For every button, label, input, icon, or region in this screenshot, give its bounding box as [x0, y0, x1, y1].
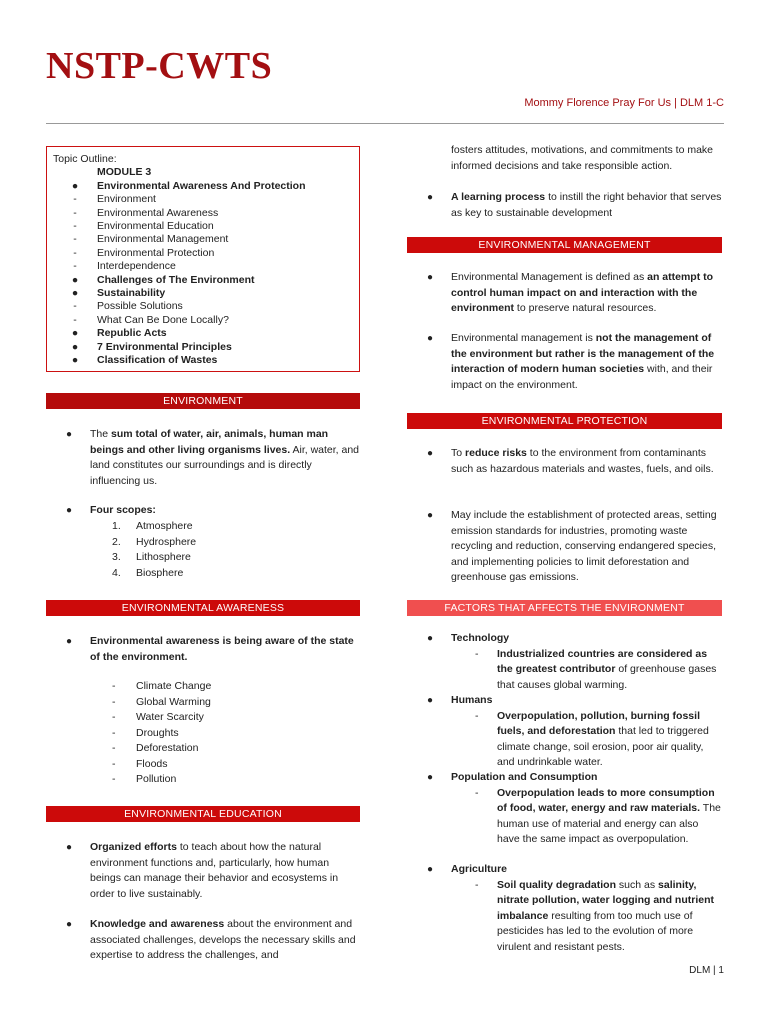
section-header-management: ENVIRONMENTAL MANAGEMENT: [407, 237, 722, 253]
dash-marker: -: [475, 647, 479, 660]
education-paragraph-3: A learning process to instill the right behavior that serves as key to sustainable development: [451, 191, 722, 219]
management-paragraph-2: Environmental management is not the management of the environment but rather is the management of the interaction of modern human societies with, and their impact on the environment.: [451, 332, 715, 391]
awareness-issue: Global Warming: [136, 695, 211, 708]
awareness-definition: Environmental awareness is being aware of the state of the environment.: [90, 635, 354, 663]
outline-item: [53, 327, 359, 340]
outline-item: [53, 341, 359, 354]
dash-marker: -: [475, 786, 479, 799]
outline-item: [53, 166, 359, 179]
awareness-issue: Water Scarcity: [136, 711, 204, 723]
list-number: 4.: [112, 566, 121, 579]
outline-item-text: Environmental Awareness And Protection: [97, 179, 306, 192]
header-divider: [46, 123, 724, 124]
management-paragraph-1: Environmental Management is defined as an attempt to control human impact on and interaction with the environment to preserve natural resources.: [451, 271, 714, 314]
scope-item: Atmosphere: [136, 520, 193, 532]
outline-item-text: Environment: [97, 193, 156, 206]
dash-marker: -: [73, 193, 77, 206]
outline-item: [53, 260, 359, 273]
factor-description: Soil quality degradation such as salinity, nitrate pollution, water logging and nutrient imbalance resulting from too much use of pesticides has led to the evolution of more virulent and resistant pests.: [497, 878, 714, 953]
outline-item: [53, 354, 359, 367]
dash-marker: -: [112, 757, 116, 770]
outline-item-text: What Can Be Done Locally?: [97, 313, 229, 326]
bullet-icon: ●: [71, 273, 79, 286]
four-scopes-label: Four scopes:: [90, 504, 156, 516]
bullet-icon: ●: [427, 272, 434, 283]
factor-name: Agriculture: [451, 863, 508, 875]
education-paragraph-2: Knowledge and awareness about the environment and associated challenges, develops the necessary skills and expertise to address the challenges, and: [90, 918, 356, 961]
topic-outline-list: [53, 166, 359, 367]
dash-marker: -: [73, 300, 77, 313]
bullet-icon: ●: [71, 340, 79, 353]
outline-item-text: Environmental Management: [97, 233, 229, 246]
bullet-icon: ●: [71, 327, 79, 340]
awareness-issue: Droughts: [136, 726, 179, 739]
outline-item-text: Environmental Education: [97, 220, 214, 233]
outline-item: [53, 274, 359, 287]
outline-item: [53, 233, 359, 246]
section-header-factors: FACTORS THAT AFFECTS THE ENVIRONMENT: [407, 600, 722, 616]
dash-marker: [53, 166, 97, 179]
dash-marker: -: [112, 773, 116, 785]
outline-item: [53, 247, 359, 260]
scope-item: Lithosphere: [136, 551, 191, 563]
education-paragraph-1: Organized efforts to teach about how the natural environment functions and, particularly, how human beings can manage their behavior and ecosystems in order to live sustainably.: [90, 841, 339, 900]
bullet-icon: ●: [427, 510, 434, 521]
factor-description: Industrialized countries are considered as the greatest contributor of greenhouse gases that causes global warming.: [497, 647, 717, 691]
protection-paragraph-1: To reduce risks to the environment from contaminants such as hazardous materials and wastes, fuels, and oils.: [451, 447, 714, 475]
factor-name: Humans: [451, 694, 493, 706]
dash-marker: -: [112, 711, 116, 723]
dash-marker: -: [475, 709, 479, 722]
dash-marker: -: [112, 680, 116, 692]
outline-item-text: Challenges of The Environment: [97, 273, 255, 286]
factor-description: Overpopulation leads to more consumption of food, water, energy and raw materials. The human use of material and energy can also have the same impact as overpopulation.: [497, 786, 721, 845]
bullet-icon: ●: [427, 772, 434, 783]
section-header-environment: ENVIRONMENT: [46, 393, 360, 409]
bullet-icon: ●: [427, 864, 434, 875]
bullet-icon: ●: [66, 429, 73, 440]
factor-name: Population and Consumption: [451, 771, 598, 783]
dash-marker: -: [73, 220, 77, 233]
bullet-icon: ●: [71, 354, 79, 367]
bullet-icon: ●: [66, 919, 73, 930]
bullet-icon: ●: [66, 505, 73, 516]
bullet-icon: ●: [427, 448, 434, 459]
dash-marker: -: [73, 313, 77, 326]
list-number: 1.: [112, 520, 121, 532]
dash-marker: -: [112, 695, 116, 708]
outline-item: [53, 287, 359, 300]
outline-item-text: MODULE 3: [97, 166, 152, 179]
outline-item-text: Sustainability: [97, 287, 166, 300]
bullet-icon: ●: [66, 636, 73, 647]
bullet-icon: ●: [71, 179, 79, 192]
topic-outline-box: [46, 146, 360, 372]
outline-item-text: Classification of Wastes: [97, 354, 218, 367]
bullet-icon: ●: [427, 633, 434, 644]
bullet-icon: ●: [66, 842, 73, 853]
dash-marker: -: [112, 726, 116, 739]
outline-item-text: Possible Solutions: [97, 300, 183, 313]
topic-outline-heading: Topic Outline:: [53, 153, 117, 165]
outline-item: [53, 180, 359, 193]
awareness-issue: Deforestation: [136, 742, 199, 754]
factor-description: Overpopulation, pollution, burning fossil fuels, and deforestation that led to triggered climate change, soil erosion, poor air quality, and undrinkable water.: [497, 709, 709, 768]
dash-marker: -: [73, 206, 77, 219]
outline-item-text: Interdependence: [97, 260, 176, 273]
outline-item: [53, 300, 359, 313]
scope-item: Biosphere: [136, 566, 184, 579]
dash-marker: -: [112, 742, 116, 754]
awareness-issue: Pollution: [136, 773, 177, 785]
list-number: 3.: [112, 551, 121, 563]
factor-name: Technology: [451, 632, 510, 644]
environment-definition: The sum total of water, air, animals, human man beings and other living organisms lives. Air, water, and land constitutes our surroundings and is directly influencing us.: [90, 428, 360, 487]
bullet-icon: ●: [427, 695, 434, 706]
education-paragraph-2-continued: fosters attitudes, motivations, and commitments to make informed decisions and take responsible action.: [451, 144, 714, 172]
list-number: 2.: [112, 535, 121, 548]
section-header-protection: ENVIRONMENTAL PROTECTION: [407, 413, 722, 429]
awareness-issue: Climate Change: [136, 680, 212, 692]
bullet-icon: ●: [427, 192, 434, 203]
bullet-icon: ●: [427, 333, 434, 344]
page-number: DLM | 1: [689, 965, 724, 976]
protection-paragraph-2: May include the establishment of protected areas, setting emission standards for industries, promoting waste recycling and reduction, conserving endangered species, and implementing policies to limit deforestation and greenhouse gas emissions.: [451, 509, 717, 583]
dash-marker: -: [73, 246, 77, 259]
outline-item: [53, 193, 359, 206]
section-header-awareness: ENVIRONMENTAL AWARENESS: [46, 600, 360, 616]
awareness-issue: Floods: [136, 757, 168, 770]
outline-item-text: 7 Environmental Principles: [97, 340, 232, 353]
outline-item-text: Environmental Awareness: [97, 206, 219, 219]
outline-item-text: Environmental Protection: [97, 246, 215, 259]
dash-marker: -: [73, 233, 77, 246]
section-header-education: ENVIRONMENTAL EDUCATION: [46, 806, 360, 822]
document-subtitle: Mommy Florence Pray For Us | DLM 1-C: [524, 97, 724, 109]
outline-item: [53, 220, 359, 233]
dash-marker: -: [73, 260, 77, 273]
scope-item: Hydrosphere: [136, 535, 197, 548]
dash-marker: -: [475, 878, 479, 891]
outline-item-text: Republic Acts: [97, 327, 167, 340]
bullet-icon: ●: [71, 287, 79, 300]
document-title: NSTP-CWTS: [46, 45, 273, 87]
outline-item: [53, 207, 359, 220]
outline-item: [53, 314, 359, 327]
